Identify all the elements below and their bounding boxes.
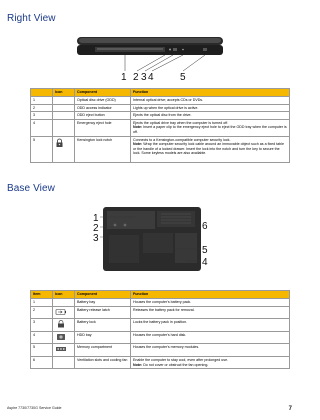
- header-component: Component: [75, 291, 131, 299]
- page-number: 7: [288, 406, 292, 412]
- table-row: [31, 299, 290, 307]
- header-function: Function: [131, 291, 290, 299]
- note-label: Note:: [133, 125, 143, 130]
- cell-component: Battery bay: [75, 299, 131, 307]
- table-row: [31, 331, 290, 344]
- cell-function: Ejects the optical disc from the drive.: [131, 112, 290, 120]
- header-item: Item: [31, 291, 53, 299]
- cell-function: Houses the computer's battery pack.: [131, 299, 290, 307]
- right-view-table: [30, 88, 290, 163]
- hdd-icon: [55, 333, 67, 341]
- header-function: Function: [131, 89, 290, 97]
- table-header-row: [31, 291, 290, 299]
- battery-release-icon: [55, 308, 67, 316]
- cell-item: 4: [31, 331, 53, 344]
- function-text: Ejects the optical drive tray when the computer is turned off.: [133, 120, 229, 125]
- header-item: [31, 89, 53, 97]
- cell-icon: [53, 112, 75, 120]
- cell-icon: [53, 299, 75, 307]
- function-text: Connects to a Kensington-compatible computer security lock.: [133, 137, 231, 142]
- callout-2: 2: [93, 223, 99, 234]
- header-icon: Icon: [53, 291, 75, 299]
- callout-2: 2: [133, 72, 139, 83]
- cell-component: Battery lock: [75, 319, 131, 332]
- cell-function: Locks the battery pack in position.: [131, 319, 290, 332]
- section-heading-base-view: Base View: [7, 183, 55, 194]
- memory-icon: [55, 345, 67, 353]
- table-row: [31, 97, 290, 105]
- cell-item: 1: [31, 299, 53, 307]
- callout-6: 6: [202, 221, 208, 232]
- callout-3: 3: [141, 72, 147, 83]
- callout-4: 4: [148, 72, 154, 83]
- cell-icon: [53, 356, 75, 368]
- cell-component: Kensington lock notch: [75, 136, 131, 162]
- cell-function: [131, 119, 290, 136]
- function-text: Enable the computer to stay cool, even after prolonged use.: [133, 357, 229, 362]
- header-icon: Icon: [53, 89, 75, 97]
- table-row: [31, 319, 290, 332]
- section-heading-right-view: Right View: [7, 13, 56, 24]
- cell-item: 5: [31, 136, 53, 162]
- battery-lock-icon: [55, 320, 67, 328]
- note-text: Insert a paper clip to the emergency eject hole to eject the ODD tray when the computer is off.: [133, 125, 287, 134]
- header-component: Component: [75, 89, 131, 97]
- note-label: Note:: [133, 362, 143, 367]
- base-view-table: [30, 290, 290, 369]
- cell-icon: [53, 344, 75, 357]
- callout-5: 5: [202, 245, 208, 256]
- callout-5: 5: [180, 72, 186, 83]
- table-header-row: [31, 89, 290, 97]
- table-row: [31, 356, 290, 368]
- cell-function: Releases the battery pack for removal.: [131, 306, 290, 319]
- cell-component: ODD access indicator: [75, 104, 131, 112]
- laptop-base-image: [95, 205, 210, 275]
- table-row: [31, 112, 290, 120]
- cell-item: 2: [31, 306, 53, 319]
- page-footer: [7, 406, 292, 412]
- cell-component: Optical disc drive (ODD): [75, 97, 131, 105]
- cell-icon: [53, 306, 75, 319]
- cell-item: 6: [31, 356, 53, 368]
- cell-icon: [53, 104, 75, 112]
- note-label: Note:: [133, 142, 143, 147]
- cell-function: Lights up when the optical drive is active.: [131, 104, 290, 112]
- footer-title: Aspire 7730/7730G Service Guide: [7, 406, 62, 410]
- cell-component: Emergency eject hole: [75, 119, 131, 136]
- cell-icon: [53, 97, 75, 105]
- cell-component: Ventilation slots and cooling fan: [75, 356, 131, 368]
- cell-icon: [53, 136, 75, 162]
- cell-item: 2: [31, 104, 53, 112]
- cell-function: [131, 136, 290, 162]
- cell-function: Houses the computer's memory modules.: [131, 344, 290, 357]
- table-row: [31, 344, 290, 357]
- callout-1: 1: [93, 213, 99, 224]
- table-row: [31, 306, 290, 319]
- cell-item: 4: [31, 119, 53, 136]
- cell-component: ODD eject button: [75, 112, 131, 120]
- cell-component: Memory compartment: [75, 344, 131, 357]
- cell-icon: [53, 331, 75, 344]
- cell-item: 3: [31, 112, 53, 120]
- cell-component: Battery release latch: [75, 306, 131, 319]
- cell-function: Houses the computer's hard disk.: [131, 331, 290, 344]
- cell-item: 5: [31, 344, 53, 357]
- cell-icon: [53, 319, 75, 332]
- note-text: Do not cover or obstruct the fan opening.: [143, 362, 209, 367]
- cell-function: Internal optical drive; accepts CDs or DVDs.: [131, 97, 290, 105]
- cell-icon: [53, 119, 75, 136]
- note-text: Wrap the computer security lock cable around an immovable object such as a fixed table or the handle of a locked drawer. Insert the lock into the notch and turn the key to secure the lock. Some keyless models are also available.: [133, 142, 284, 156]
- callout-4: 4: [202, 257, 208, 268]
- table-row: [31, 119, 290, 136]
- cell-item: 1: [31, 97, 53, 105]
- cell-component: HDD bay: [75, 331, 131, 344]
- cell-item: 3: [31, 319, 53, 332]
- cell-function: [131, 356, 290, 368]
- kensington-lock-icon: [55, 138, 64, 148]
- table-row: [31, 136, 290, 162]
- table-row: [31, 104, 290, 112]
- callout-1: 1: [121, 72, 127, 83]
- laptop-right-side-image: [75, 33, 225, 81]
- callout-3: 3: [93, 233, 99, 244]
